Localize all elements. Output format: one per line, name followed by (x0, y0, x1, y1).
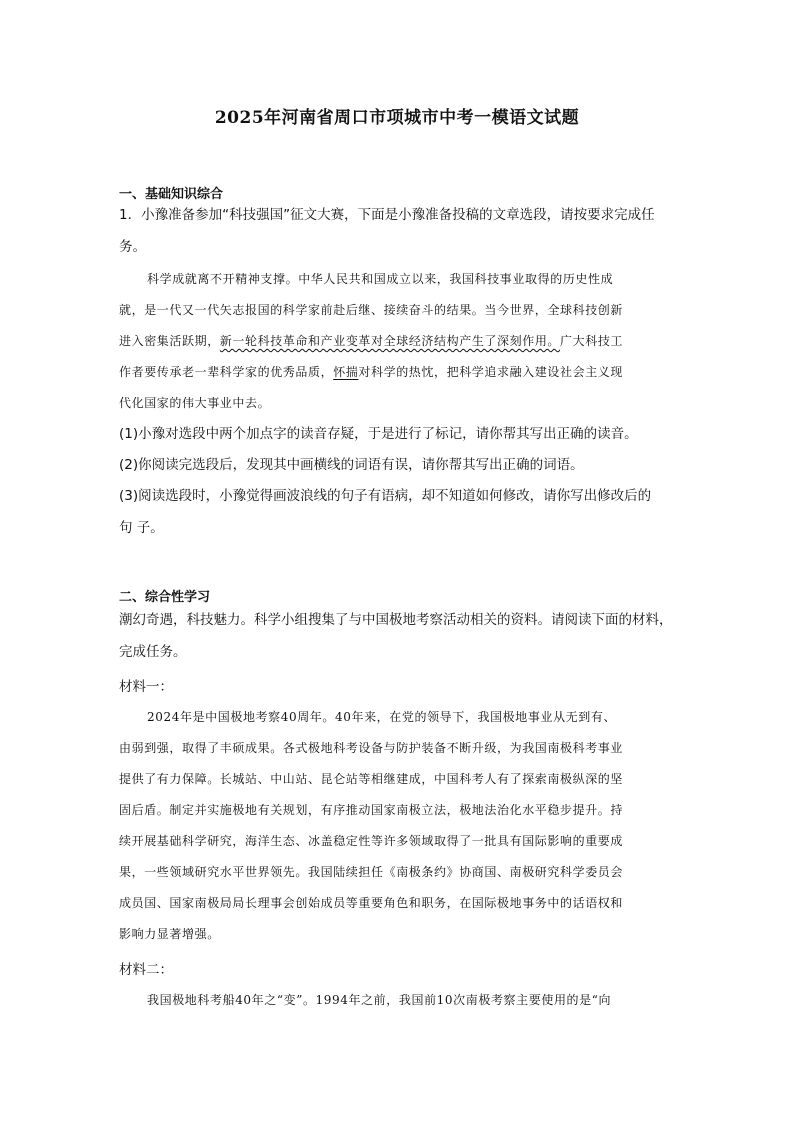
material1-line: 固后盾。制定并实施极地有关规划，有序推动国家南极立法，极地法治化水平稳步提升。持 (119, 803, 624, 817)
passage-text: 进入密集活跃期， (119, 334, 220, 348)
passage-text: 作者要传承老一辈科学家的优秀品质， (119, 365, 334, 379)
material1-line: 2024年是中国极地考察40周年。40年来，在党的领导下，我国极地事业从无到有、 (147, 710, 617, 724)
subquestion-2: (2)你阅读完选段后，发现其中画横线的词语有误，请你帮其写出正确的词语。 (119, 457, 584, 473)
section2-heading: 二、综合性学习 (119, 590, 211, 605)
material1-line: 提供了有力保障。长城站、中山站、昆仑站等相继建成，中国科考人有了探索南极纵深的坚 (119, 772, 624, 786)
section2-intro-line1: 潮幻奇遇，科技魅力。科学小组搜集了与中国极地考察活动相关的资料。请阅读下面的材料， (119, 612, 673, 628)
material2-label: 材料二： (119, 962, 173, 978)
subquestion-1: (1)小豫对选段中两个加点字的读音存疑，于是进行了标记，请你帮其写出正确的读音。 (119, 426, 638, 442)
wavy-underlined-sentence: 新一轮科技革命和产业变革对全球经济结构产生了深刻作用。 (219, 334, 561, 348)
passage-line: 科学成就离不开精神支撑。中华人民共和国成立以来，我国科技事业取得的历史性成 (147, 272, 614, 286)
question1-line1: 1．小豫准备参加“科技强国”征文大赛，下面是小豫准备投稿的文章选段，请按要求完成任 (119, 207, 655, 223)
passage-line (119, 363, 689, 381)
subquestion-3-line2: 句 子。 (119, 520, 164, 536)
section2-intro-line2: 完成任务。 (119, 644, 187, 660)
question1-line2: 务。 (119, 239, 146, 255)
page-title: 2025年河南省周口市项城市中考一模语文试题 (214, 108, 580, 128)
passage-text: 广大科技工 (560, 334, 624, 348)
material1-line: 由弱到强，取得了丰硕成果。各式极地科考设备与防护装备不断升级，为我国南极科考事业 (119, 741, 624, 755)
passage-line: 就，是一代又一代矢志报国的科学家前赴后继、接续奋斗的结果。当今世界，全球科技创新 (119, 303, 624, 317)
subquestion-3-line1: (3)阅读选段时，小豫觉得画波浪线的句子有语病，却不知道如何修改，请你写出修改后的 (119, 488, 652, 504)
underlined-word: 怀揣 (333, 365, 359, 379)
material1-line: 果，一些领域研究水平世界领先。我国陆续担任《南极条约》协商国、南极研究科学委员会 (119, 865, 624, 879)
material1-line: 成员国、国家南极局局长理事会创始成员等重要角色和职务，在国际极地事务中的话语权和 (119, 896, 624, 910)
material1-label: 材料一： (119, 679, 173, 695)
passage-line (119, 332, 689, 350)
passage-line: 代化国家的伟大事业中去。 (119, 396, 271, 410)
section1-heading: 一、基础知识综合 (119, 187, 224, 202)
material2-line: 我国极地科考船40年之“变”。1994年之前，我国前10次南极考察主要使用的是“向 (147, 993, 612, 1007)
material1-line: 影响力显著增强。 (119, 927, 220, 941)
passage-text: 对科学的热忱，把科学追求融入建设社会主义现 (358, 365, 624, 379)
material1-line: 续开展基础科学研究，海洋生态、冰盖稳定性等许多领域取得了一批具有国际影响的重要成 (119, 834, 624, 848)
